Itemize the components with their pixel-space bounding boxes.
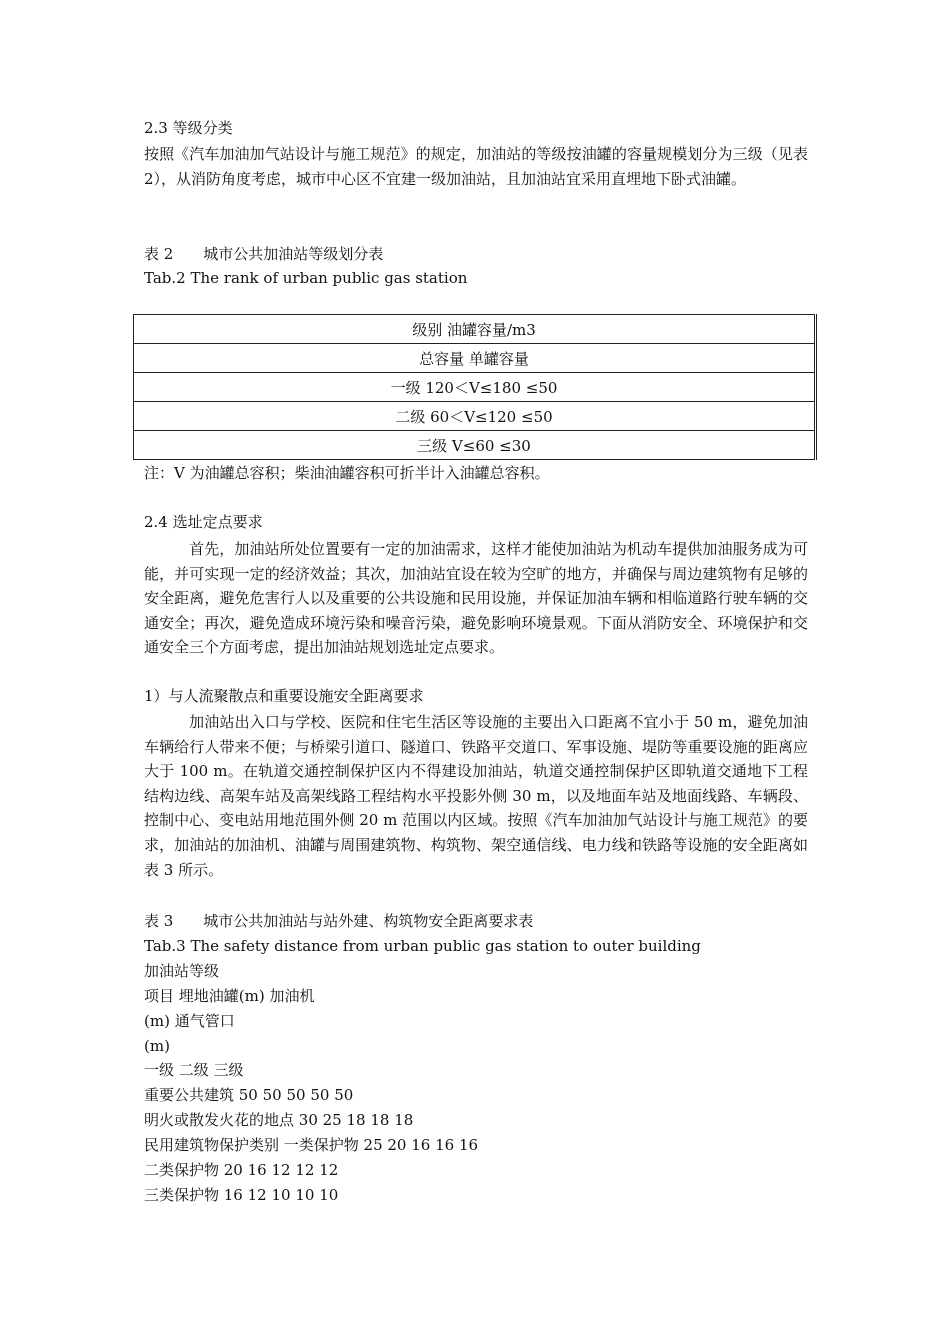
table-row bbox=[134, 344, 816, 373]
table3-line: 一级 二级 三级 bbox=[144, 1061, 244, 1079]
table3-line: 明火或散发火花的地点 30 25 18 18 18 bbox=[144, 1111, 414, 1129]
table-cell: 级别 油罐容量/m3 bbox=[134, 315, 816, 344]
table3-line: (m) bbox=[144, 1037, 170, 1055]
table3-line: 三类保护物 16 12 10 10 10 bbox=[144, 1186, 339, 1204]
table3-line: 加油站等级 bbox=[144, 962, 220, 980]
subsection-1-heading: 1）与人流聚散点和重要设施安全距离要求 bbox=[144, 687, 424, 705]
table3-line: 重要公共建筑 50 50 50 50 50 bbox=[144, 1086, 354, 1104]
table-cell: 三级 V≤60 ≤30 bbox=[134, 431, 816, 460]
table2-caption-cn: 表 2 城市公共加油站等级划分表 bbox=[144, 245, 384, 263]
section-2-3-body: 按照《汽车加油加气站设计与施工规范》的规定，加油站的等级按油罐的容量规模划分为三级（见表 2），从消防角度考虑，城市中心区不宜建一级加油站，且加油站宜采用直埋地下卧式油罐。 bbox=[144, 145, 808, 188]
subsection-1-text: 加油站出入口与学校、医院和住宅生活区等设施的主要出入口距离不宜小于 50 m，避免加油车辆给行人带来不便；与桥梁引道口、隧道口、铁路平交道口、军事设施、堤防等重要设施的距离应大于 100 m。在轨道交通控制保护区内不得建设加油站，轨道交通控制保护区即轨道交通地下工程结构边线、高架车站及高架线路工程结构水平投影外侧 30 m，以及地面车站及地面线路、车辆段、控制中心、变电站用地范围外侧 20 m 范围以内区域。按照《汽车加油加气站设计与施工规范》的要求，加油站的加油机、油罐与周围建筑物、构筑物、架空通信线、电力线和铁路等设施的安全距离如表 3 所示。 bbox=[144, 713, 808, 879]
table-row bbox=[134, 315, 816, 344]
table-row bbox=[134, 373, 816, 402]
subsection-1-body bbox=[144, 710, 808, 882]
table3-caption-cn: 表 3 城市公共加油站与站外建、构筑物安全距离要求表 bbox=[144, 912, 534, 930]
section-2-4-body bbox=[144, 537, 808, 660]
table-cell: 总容量 单罐容量 bbox=[134, 344, 816, 373]
table3-line: 民用建筑物保护类别 一类保护物 25 20 16 16 16 bbox=[144, 1136, 479, 1154]
section-2-3-heading: 2.3 等级分类 bbox=[144, 119, 233, 137]
table2-caption-en: Tab.2 The rank of urban public gas station bbox=[144, 269, 468, 287]
table-cell: 一级 120＜V≤180 ≤50 bbox=[134, 373, 816, 402]
table3-caption-en: Tab.3 The safety distance from urban public gas station to outer building bbox=[144, 937, 701, 955]
table-cell: 二级 60＜V≤120 ≤50 bbox=[134, 402, 816, 431]
section-2-4-heading: 2.4 选址定点要求 bbox=[144, 513, 263, 531]
table3-line: 项目 埋地油罐(m) 加油机 bbox=[144, 987, 315, 1005]
table-row bbox=[134, 431, 816, 460]
table3-line: (m) 通气管口 bbox=[144, 1012, 235, 1030]
table2 bbox=[133, 314, 817, 460]
table-row bbox=[134, 402, 816, 431]
table3-line: 二类保护物 20 16 12 12 12 bbox=[144, 1161, 339, 1179]
section-2-4-text: 首先，加油站所处位置要有一定的加油需求，这样才能使加油站为机动车提供加油服务成为可能，并可实现一定的经济效益；其次，加油站宜设在较为空旷的地方，并确保与周边建筑物有足够的安全距离，避免危害行人以及重要的公共设施和民用设施，并保证加油车辆和相临道路行驶车辆的交通安全；再次，避免造成环境污染和噪音污染，避免影响环境景观。下面从消防安全、环境保护和交通安全三个方面考虑，提出加油站规划选址定点要求。 bbox=[144, 540, 808, 657]
table2-note: 注：V 为油罐总容积；柴油油罐容积可折半计入油罐总容积。 bbox=[144, 464, 550, 482]
